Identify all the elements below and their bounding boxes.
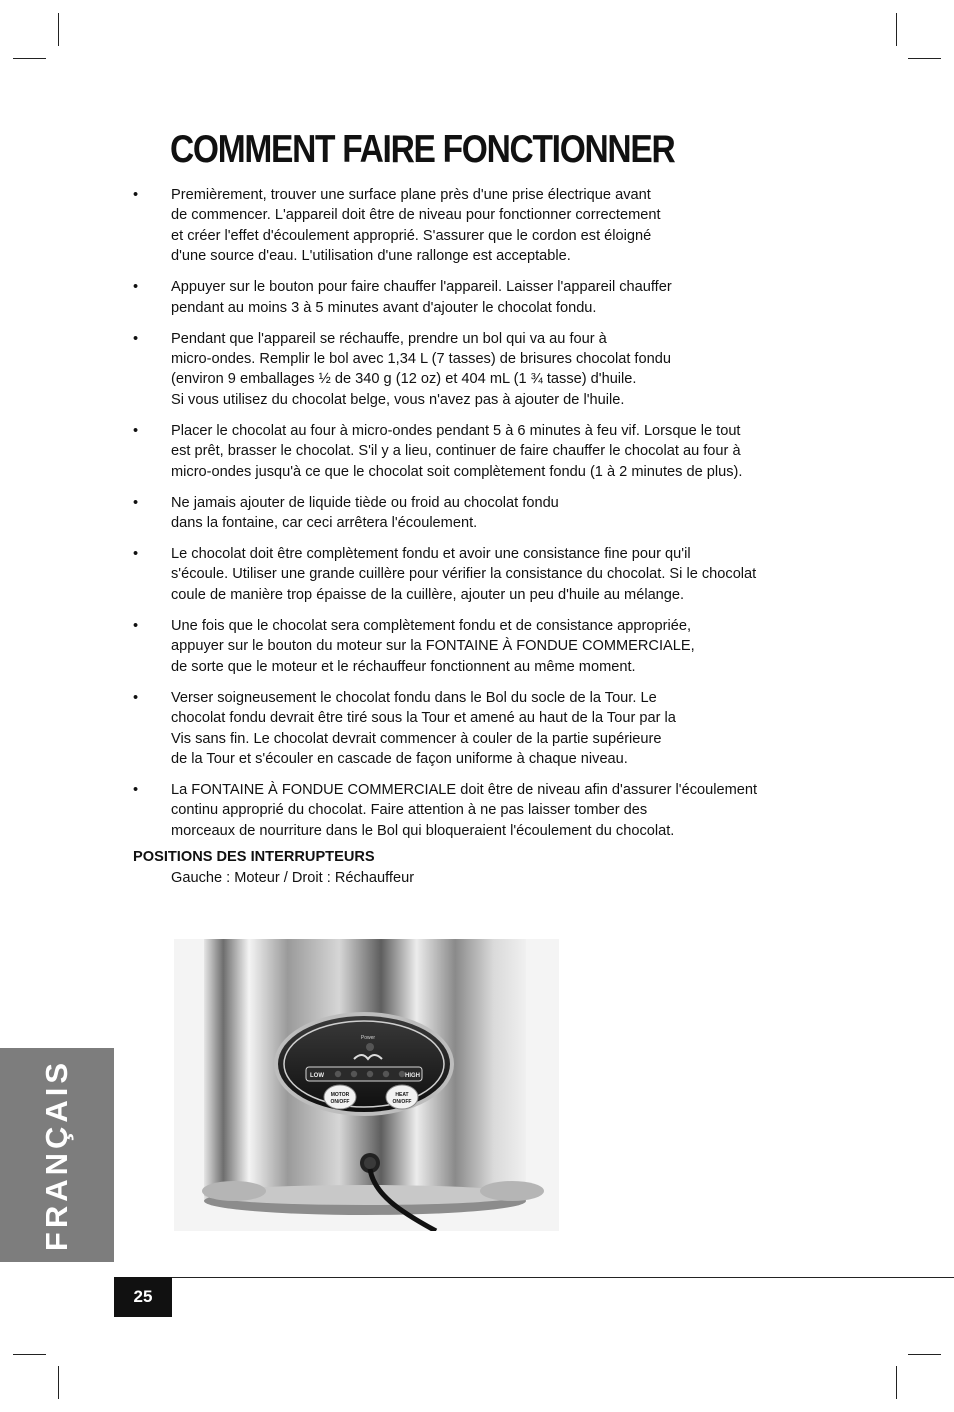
bullet-marker: • (133, 781, 139, 798)
footer-rule (114, 1277, 954, 1278)
crop-mark (896, 13, 897, 46)
crop-mark (908, 1354, 941, 1355)
list-item (133, 493, 823, 534)
instruction-text: Pendant que l'appareil se réchauffe, prendre un bol qui va au four à micro-ondes. Remplir le bol avec 1,34 L (7 tasses) de brisures chocolat fondu (environ 9 emballages ½ de 340 g (12 oz) et 404 mL (1 ¾ tasse) d'huile. Si vous utilisez du chocolat belge, vous n'avez pas à ajouter de l'huile. (171, 330, 671, 408)
list-item (133, 329, 823, 411)
low-label: LOW (310, 1073, 324, 1079)
page-title: COMMENT FAIRE FONCTIONNER (170, 128, 675, 171)
bullet-marker: • (133, 187, 139, 203)
crop-mark (58, 13, 59, 46)
motor-button-label-line: ON/OFF (330, 1099, 350, 1105)
instruction-text: Appuyer sur le bouton pour faire chauffer l'appareil. Laisser l'appareil chauffer pendant au moins 3 à 5 minutes avant d'ajouter le chocolat fondu. (171, 279, 672, 316)
bullet-marker: • (133, 279, 139, 296)
instruction-text: Le chocolat doit être complètement fondu et avoir une consistance fine pour qu'il s'écoule. Utiliser une grande cuillère pour vérifier la consistance du chocolat. Si le chocolat coule de manière trop épaisse de la cuillère, ajouter un peu d'huile au mélange. (171, 546, 757, 603)
list-item (133, 421, 823, 482)
bullet-marker: • (133, 546, 139, 563)
heat-button-label-line: HEAT (395, 1092, 409, 1098)
instruction-text: Premièrement, trouver une surface plane près d'une prise électrique avant de commencer. L'appareil doit être de niveau pour fonctionner correctement et créer l'effet d'écoulement approprié. S'assurer que le cordon est éloigné d'une source d'eau. L'utilisation d'une rallonge est acceptable. (171, 187, 661, 265)
bullet-marker: • (133, 617, 139, 634)
bullet-marker: • (133, 422, 139, 439)
instruction-text: Une fois que le chocolat sera complètement fondu et de consistance appropriée, appuyer sur le bouton du moteur sur la FONTAINE À FONDUE COMMERCIALE, de sorte que le moteur et le réchauffeur fonctionnent au même moment. (171, 617, 695, 675)
switch-positions-heading: POSITIONS DES INTERRUPTEURS (133, 849, 375, 865)
crop-mark (908, 58, 941, 59)
crop-mark (13, 58, 46, 59)
heat-button-label-line: ON/OFF (392, 1099, 412, 1105)
crop-mark (13, 1354, 46, 1355)
high-label: HIGH (405, 1073, 420, 1079)
instruction-text: Placer le chocolat au four à micro-ondes pendant 5 à 6 minutes à feu vif. Lorsque le tout est prêt, brasser le chocolat. S'il y a lieu, continuer de faire chauffer le chocolat au four à micro-ondes jusqu'à ce que le chocolat soit complètement fondu (1 à 2 minutes de plus). (171, 422, 743, 480)
power-label: Power (360, 1035, 376, 1041)
control-panel-photo (174, 939, 559, 1231)
bullet-marker: • (133, 494, 139, 511)
list-item (133, 185, 823, 267)
list-item (133, 780, 823, 841)
list-item (133, 544, 823, 605)
crop-mark (58, 1366, 59, 1399)
instruction-text: La FONTAINE À FONDUE COMMERCIALE doit être de niveau afin d'assurer l'écoulement continu approprié du chocolat. Faire attention à ne pas laisser tomber des morceaux de nourriture dans le Bol qui bloqueraient l'écoulement du chocolat. (171, 781, 758, 839)
bullet-marker: • (133, 689, 139, 706)
page-number: 25 (114, 1277, 172, 1317)
language-tab (0, 1048, 114, 1262)
switch-positions-text: Gauche : Moteur / Droit : Réchauffeur (171, 870, 415, 886)
list-item (133, 688, 823, 770)
list-item (133, 277, 823, 318)
list-item (133, 616, 823, 677)
bullet-marker: • (133, 330, 139, 347)
instruction-text: Ne jamais ajouter de liquide tiède ou froid au chocolat fondu dans la fontaine, car ceci arrêtera l'écoulement. (171, 494, 559, 532)
language-tab-label: FRANÇAIS (39, 1058, 74, 1252)
motor-button-label-line: MOTOR (330, 1092, 350, 1098)
crop-mark (896, 1366, 897, 1399)
instruction-text: Verser soigneusement le chocolat fondu dans le Bol du socle de la Tour. Le chocolat fondu devrait être tiré sous la Tour et amené au haut de la Tour par la Vis sans fin. Le chocolat devrait commencer à couler de la partie supérieure de la Tour et s'écouler en cascade de façon uniforme à chaque niveau. (171, 689, 676, 767)
instruction-list (133, 185, 823, 852)
